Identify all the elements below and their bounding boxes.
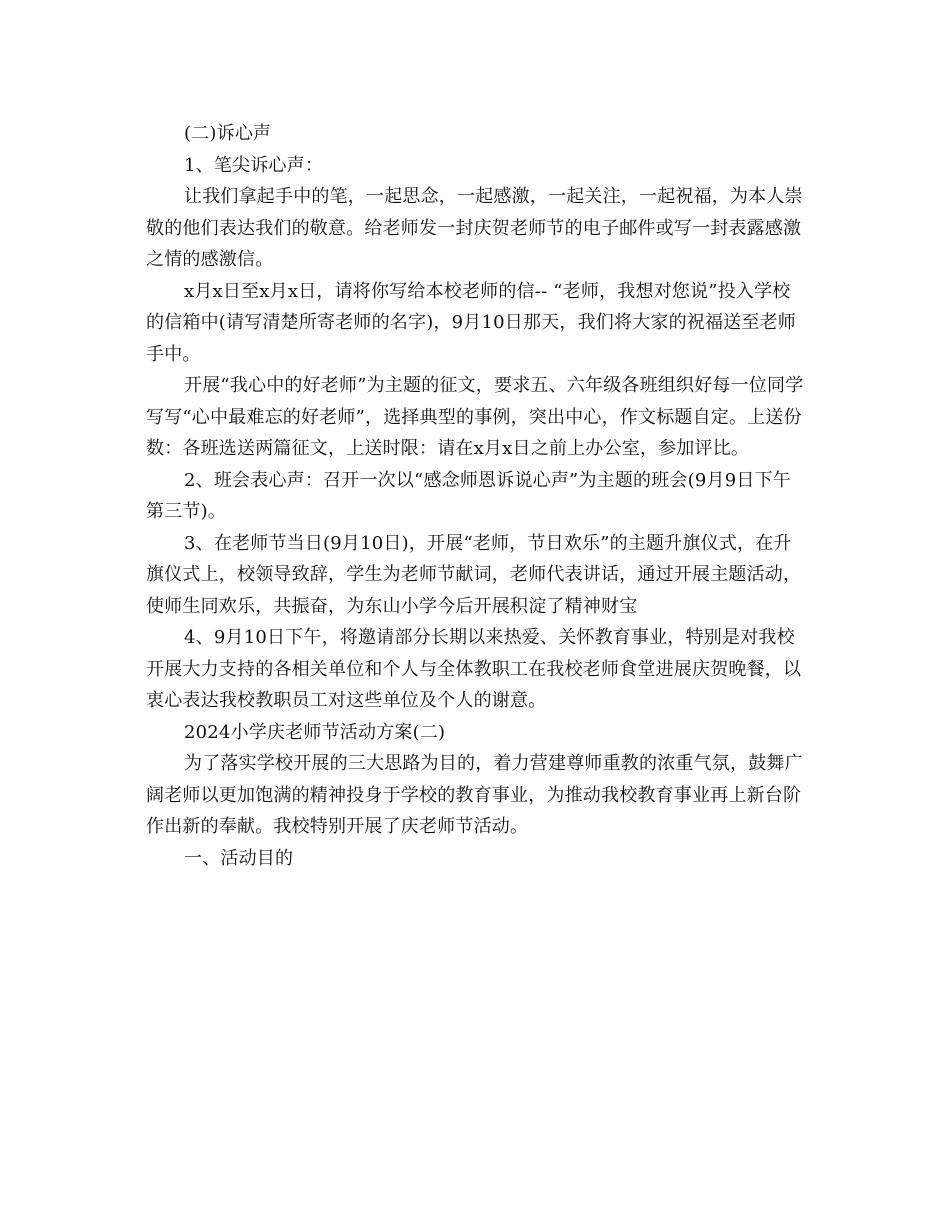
paragraph-essay-contest: 开展“我心中的好老师”为主题的征文，要求五、六年级各班组织好每一位同学写写“心中最难忘的好老师”，选择典型的事例，突出中心，作文标题自定。上送份数：各班选送两篇征文，上送时限：请在x月x日之前上办公室，参加评比。 xyxy=(146,375,804,459)
paragraph-pen-intro: 让我们拿起手中的笔，一起思念，一起感激，一起关注，一起祝福，为本人崇敬的他们表达我们的敬意。给老师发一封庆贺老师节的电子邮件或写一封表露感激之情的感激信。 xyxy=(146,186,803,270)
item-pen-heading: 1、笔尖诉心声： xyxy=(184,154,324,176)
item-flag-ceremony: 3、在老师节当日(9月10日)，开展“老师，节日欢乐”的主题升旗仪式，在升旗仪式上，校领导致辞，学生为老师节献词，老师代表讲话，通过开展主题活动，使师生同欢乐，共振奋，为东山小学今后开展积淀了精神财宝 xyxy=(146,532,802,617)
paragraph-letter-dates: x月x日至x月x日，请将你写给本校老师的信-- “老师，我想对您说”投入学校的信箱中(请写清楚所寄老师的名字)，9月10日那天，我们将大家的祝福送至老师手中。 xyxy=(146,280,796,365)
document-body xyxy=(146,118,804,874)
paragraph-plan-intro: 为了落实学校开展的三大思路为目的，着力营建尊师重教的浓重气氛，鼓舞广阔老师以更加饱满的精神投身于学校的教育事业，为推动我校教育事业再上新台阶作出新的奉献。我校特别开展了庆老师节活动。 xyxy=(146,753,803,837)
item-class-meeting: 2、班会表心声：召开一次以“感念师恩诉说心声”为主题的班会(9月9日下午第三节)。 xyxy=(146,469,791,522)
section-heading-purpose: 一、活动目的 xyxy=(184,847,294,869)
plan-title-two: 2024小学庆老师节活动方案(二) xyxy=(184,721,446,743)
item-celebration-dinner: 4、9月10日下午，将邀请部分长期以来热爱、关怀教育事业，特别是对我校开展大力支持的各相关单位和个人与全体教职工在我校老师食堂进展庆贺晚餐，以衷心表达我校教职员工对这些单位及个人的谢意。 xyxy=(146,627,802,711)
section-heading-voice: (二)诉心声 xyxy=(184,123,272,144)
